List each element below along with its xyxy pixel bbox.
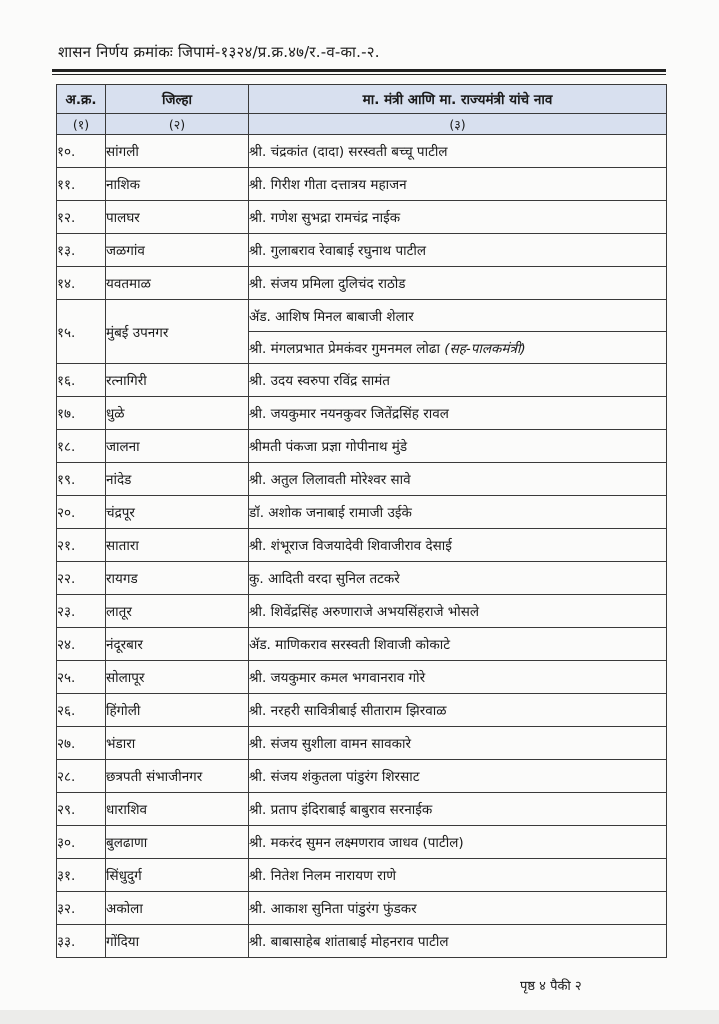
serial-number-cell: २६. — [57, 694, 106, 727]
minister-name: श्री. संजय शंकुतला पांडुरंग शिरसाट — [249, 769, 420, 785]
serial-number-cell: ११. — [57, 168, 106, 201]
minister-name-cell — [249, 496, 667, 529]
table-row — [57, 430, 667, 463]
minister-name-cell — [249, 694, 667, 727]
serial-number-cell: २२. — [57, 562, 106, 595]
district-cell: बुलढाणा — [106, 826, 249, 859]
document-reference-title: शासन निर्णय क्रमांकः जिपामं-१३२४/प्र.क्र.४७/र.-व-का.-२. — [58, 43, 380, 61]
minister-name: ॲड. माणिकराव सरस्वती शिवाजी कोकाटे — [249, 637, 451, 653]
district-cell: सातारा — [106, 529, 249, 562]
district-cell: नंदूरबार — [106, 628, 249, 661]
table-row — [57, 760, 667, 793]
page-number: पृष्ठ ४ पैकी २ — [520, 979, 582, 994]
minister-name: श्री. आकाश सुनिता पांडुरंग फुंडकर — [249, 901, 417, 917]
district-cell: रत्नागिरी — [106, 364, 249, 397]
minister-name: श्री. संजय सुशीला वामन सावकारे — [249, 736, 412, 752]
column-header-minister-name: मा. मंत्री आणि मा. राज्यमंत्री यांचे नाव — [249, 85, 667, 114]
table-row — [57, 463, 667, 496]
table-subheader-row — [57, 114, 667, 135]
minister-name: श्रीमती पंकजा प्रज्ञा गोपीनाथ मुंडे — [249, 439, 408, 455]
column-header-serial: अ.क्र. — [57, 85, 106, 114]
district-cell: जालना — [106, 430, 249, 463]
column-number-2: (२) — [106, 114, 249, 135]
serial-number-cell: २५. — [57, 661, 106, 694]
district-cell: यवतमाळ — [106, 267, 249, 300]
minister-name-cell — [249, 135, 667, 168]
minister-name: श्री. जयकुमार नयनकुवर जितेंद्रसिंह रावल — [249, 406, 449, 422]
minister-name: ॲड. आशिष मिनल बाबाजी शेलार — [249, 308, 414, 325]
district-cell: पालघर — [106, 201, 249, 234]
serial-number-cell: २०. — [57, 496, 106, 529]
minister-name-cell — [249, 234, 667, 267]
serial-number-cell: ३०. — [57, 826, 106, 859]
district-cell: भंडारा — [106, 727, 249, 760]
table-row — [57, 793, 667, 826]
table-row — [57, 595, 667, 628]
table-row — [57, 727, 667, 760]
minister-name: डॉ. अशोक जनाबाई रामाजी उईके — [249, 505, 412, 521]
minister-name: श्री. उदय स्वरुपा रविंद्र सामंत — [249, 373, 390, 389]
district-cell: सिंधुदुर्ग — [106, 859, 249, 892]
district-cell: गोंदिया — [106, 925, 249, 958]
minister-name: श्री. जयकुमार कमल भगवानराव गोरे — [249, 670, 426, 686]
serial-number-cell: १४. — [57, 267, 106, 300]
serial-number-cell: १३. — [57, 234, 106, 267]
table-row — [57, 562, 667, 595]
district-cell: मुंबई उपनगर — [106, 300, 249, 364]
table-row — [57, 267, 667, 300]
serial-number-cell: १७. — [57, 397, 106, 430]
serial-number-cell: ३२. — [57, 892, 106, 925]
table-row — [57, 661, 667, 694]
minister-name: श्री. शिवेंद्रसिंह अरुणाराजे अभयसिंहराजे भोसले — [249, 604, 480, 620]
serial-number-cell: २९. — [57, 793, 106, 826]
minister-name: श्री. शंभूराज विजयादेवी शिवाजीराव देसाई — [249, 538, 452, 554]
district-cell: नांदेड — [106, 463, 249, 496]
minister-name: श्री. प्रताप इंदिराबाई बाबुराव सरनाईक — [249, 802, 433, 818]
serial-number-cell: १९. — [57, 463, 106, 496]
minister-name-cell — [249, 595, 667, 628]
table-row — [57, 826, 667, 859]
table-row — [57, 168, 667, 201]
minister-name: श्री. बाबासाहेब शांताबाई मोहनराव पाटील — [249, 934, 449, 950]
serial-number-cell: १६. — [57, 364, 106, 397]
table-row — [57, 300, 667, 332]
minister-name-cell — [249, 300, 667, 332]
minister-name: श्री. गुलाबराव रेवाबाई रघुनाथ पाटील — [249, 243, 427, 259]
minister-name: श्री. गणेश सुभद्रा रामचंद्र नाईक — [249, 210, 401, 226]
minister-name: श्री. संजय प्रमिला दुलिचंद राठोड — [249, 276, 406, 292]
scan-bottom-edge — [0, 1010, 719, 1024]
district-cell: छत्रपती संभाजीनगर — [106, 760, 249, 793]
serial-number-cell: १५. — [57, 300, 106, 364]
district-cell: धुळे — [106, 397, 249, 430]
minister-name-cell — [249, 661, 667, 694]
table-row — [57, 694, 667, 727]
table-row — [57, 859, 667, 892]
minister-name-cell — [249, 529, 667, 562]
serial-number-cell: १८. — [57, 430, 106, 463]
serial-number-cell: २३. — [57, 595, 106, 628]
minister-name: श्री. मकरंद सुमन लक्ष्मणराव जाधव (पाटील) — [249, 835, 464, 851]
minister-name-cell — [249, 793, 667, 826]
table-row — [57, 234, 667, 267]
minister-name-cell — [249, 168, 667, 201]
minister-name-cell — [249, 201, 667, 234]
minister-name: श्री. अतुल लिलावती मोरेश्वर सावे — [249, 472, 411, 488]
table-body — [57, 135, 667, 958]
table-header-row — [57, 85, 667, 114]
district-cell: हिंगोली — [106, 694, 249, 727]
minister-name: कु. आदिती वरदा सुनिल तटकरे — [249, 571, 400, 587]
serial-number-cell: २१. — [57, 529, 106, 562]
minister-name-cell — [249, 892, 667, 925]
minister-name: श्री. गिरीश गीता दत्तात्रय महाजन — [249, 177, 407, 193]
district-cell: लातूर — [106, 595, 249, 628]
district-cell: रायगड — [106, 562, 249, 595]
co-guardian-note: (सह-पालकमंत्री) — [444, 340, 526, 357]
district-cell: सांगली — [106, 135, 249, 168]
table-row — [57, 364, 667, 397]
serial-number-cell: २८. — [57, 760, 106, 793]
minister-name-cell — [249, 859, 667, 892]
district-cell: धाराशिव — [106, 793, 249, 826]
minister-name: श्री. नरहरी सावित्रीबाई सीताराम झिरवाळ — [249, 703, 447, 719]
district-cell: जळगांव — [106, 234, 249, 267]
minister-name-cell — [249, 925, 667, 958]
guardian-minister-table — [56, 84, 667, 958]
table-row — [57, 529, 667, 562]
minister-name: श्री. चंद्रकांत (दादा) सरस्वती बच्चू पाटील — [249, 144, 448, 160]
serial-number-cell: ३३. — [57, 925, 106, 958]
table-row — [57, 201, 667, 234]
column-number-1: (१) — [57, 114, 106, 135]
minister-name-cell — [249, 364, 667, 397]
minister-name-cell — [249, 332, 667, 364]
header-rule-thin — [52, 74, 666, 75]
table-row — [57, 496, 667, 529]
minister-name-cell — [249, 727, 667, 760]
minister-name-cell — [249, 760, 667, 793]
serial-number-cell: ३१. — [57, 859, 106, 892]
minister-name: श्री. नितेश निलम नारायण राणे — [249, 868, 396, 884]
table-row — [57, 925, 667, 958]
district-cell: अकोला — [106, 892, 249, 925]
table-row — [57, 892, 667, 925]
district-cell: चंद्रपूर — [106, 496, 249, 529]
district-cell: नाशिक — [106, 168, 249, 201]
minister-name-cell — [249, 463, 667, 496]
district-cell: सोलापूर — [106, 661, 249, 694]
table-row — [57, 628, 667, 661]
minister-name-cell — [249, 826, 667, 859]
column-number-3: (३) — [249, 114, 667, 135]
minister-name: श्री. मंगलप्रभात प्रेमकंवर गुमनमल लोढा — [249, 340, 440, 357]
table-row — [57, 397, 667, 430]
serial-number-cell: १२. — [57, 201, 106, 234]
serial-number-cell: २७. — [57, 727, 106, 760]
serial-number-cell: १०. — [57, 135, 106, 168]
serial-number-cell: २४. — [57, 628, 106, 661]
table-row — [57, 135, 667, 168]
minister-name-cell — [249, 430, 667, 463]
minister-name-cell — [249, 628, 667, 661]
minister-name-cell — [249, 397, 667, 430]
header-rule-thick — [52, 69, 666, 72]
minister-name-cell — [249, 562, 667, 595]
minister-name-cell — [249, 267, 667, 300]
column-header-district: जिल्हा — [106, 85, 249, 114]
